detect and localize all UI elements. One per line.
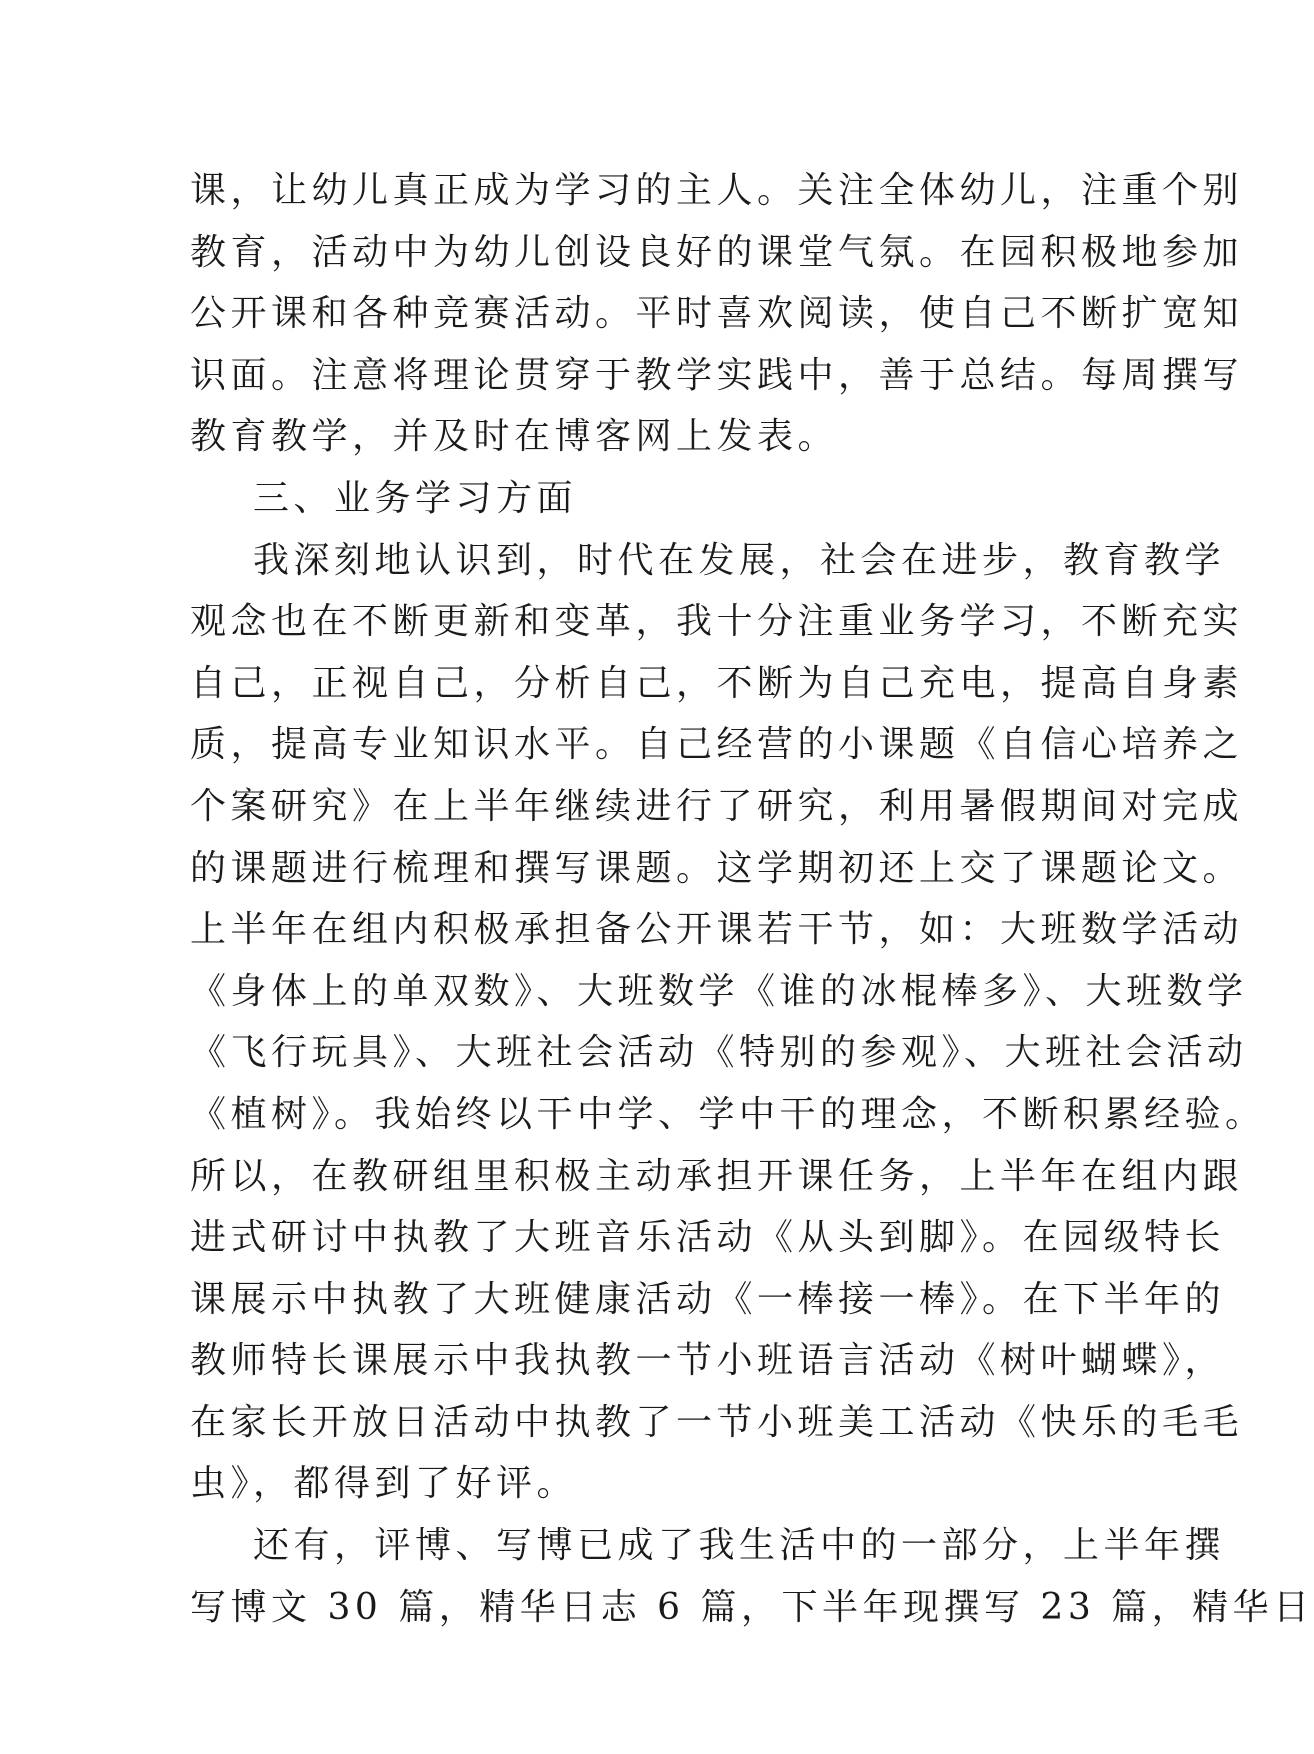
text-line: 自己，正视自己，分析自己，不断为自己充电，提高自身素 bbox=[190, 662, 1244, 704]
text-line: 在家长开放日活动中执教了一节小班美工活动《快乐的毛毛 bbox=[190, 1401, 1244, 1443]
text-line: 进式研讨中执教了大班音乐活动《从头到脚》。在园级特长 bbox=[190, 1217, 1226, 1259]
text-line: 上半年在组内积极承担备公开课若干节，如：大班数学活动 bbox=[190, 909, 1244, 951]
text-line: 教师特长课展示中我执教一节小班语言活动《树叶蝴蝶》， bbox=[190, 1340, 1226, 1382]
text-line: 三、业务学习方面 bbox=[253, 477, 578, 519]
text-line: 写博文 30 篇，精华日志 6 篇，下半年现撰写 23 篇，精华日 bbox=[190, 1586, 1314, 1628]
text-line: 所以，在教研组里积极主动承担开课任务，上半年在组内跟 bbox=[190, 1155, 1244, 1197]
text-line: 识面。注意将理论贯穿于教学实践中，善于总结。每周撰写 bbox=[190, 354, 1244, 396]
text-line: 虫》，都得到了好评。 bbox=[190, 1463, 578, 1505]
text-line: 观念也在不断更新和变革，我十分注重业务学习，不断充实 bbox=[190, 601, 1244, 643]
text-line: 教育，活动中为幼儿创设良好的课堂气氛。在园积极地参加 bbox=[190, 231, 1244, 273]
text-line: 还有，评博、写博已成了我生活中的一部分，上半年撰 bbox=[253, 1525, 1226, 1567]
text-line: 我深刻地认识到，时代在发展，社会在进步，教育教学 bbox=[253, 539, 1226, 581]
body-text bbox=[190, 160, 1314, 1638]
text-line: 个案研究》在上半年继续进行了研究，利用暑假期间对完成 bbox=[190, 785, 1244, 827]
text-line: 《身体上的单双数》、大班数学《谁的冰棍棒多》、大班数学 bbox=[190, 970, 1248, 1012]
text-line: 公开课和各种竞赛活动。平时喜欢阅读，使自己不断扩宽知 bbox=[190, 293, 1244, 335]
text-line: 《植树》。我始终以干中学、学中干的理念，不断积累经验。 bbox=[190, 1093, 1266, 1135]
text-line: 课展示中执教了大班健康活动《一棒接一棒》。在下半年的 bbox=[190, 1278, 1226, 1320]
text-line: 质，提高专业知识水平。自己经营的小课题《自信心培养之 bbox=[190, 724, 1244, 766]
text-line: 教育教学，并及时在博客网上发表。 bbox=[190, 416, 839, 458]
text-line: 的课题进行梳理和撰写课题。这学期初还上交了课题论文。 bbox=[190, 847, 1244, 889]
text-line: 《飞行玩具》、大班社会活动《特别的参观》、大班社会活动 bbox=[190, 1032, 1248, 1074]
text-line: 课，让幼儿真正成为学习的主人。关注全体幼儿，注重个别 bbox=[190, 170, 1244, 211]
